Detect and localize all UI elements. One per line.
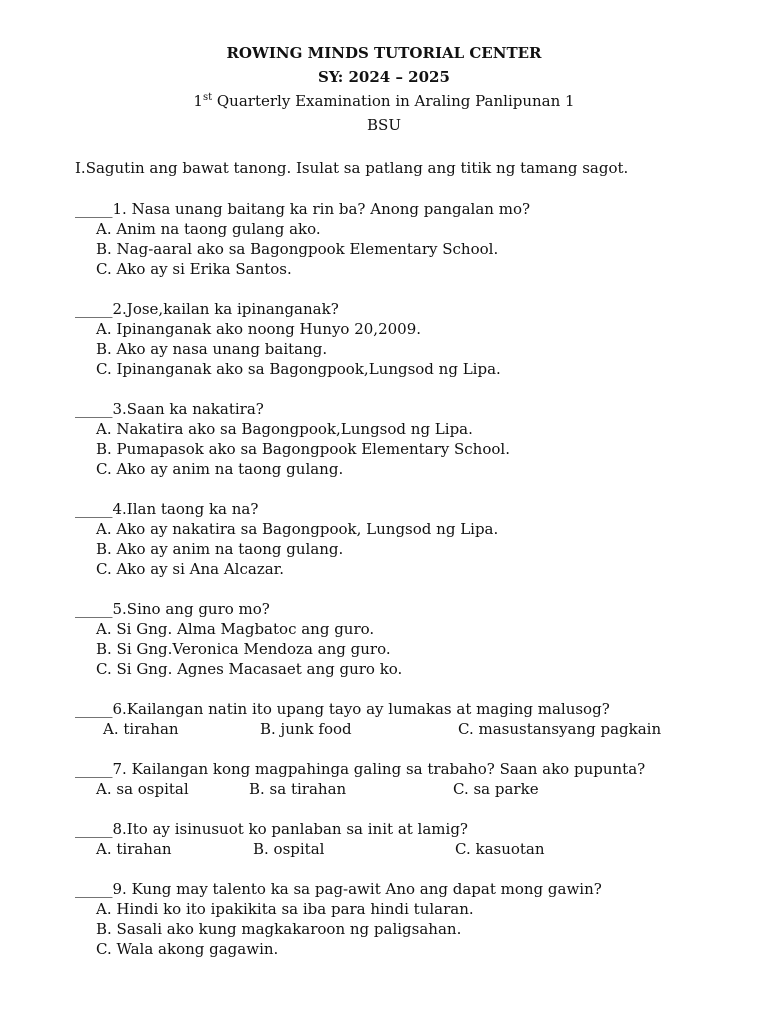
- choice-c: C. Ako ay si Ana Alcazar.: [96, 560, 284, 578]
- choice-b: B. Ako ay anim na taong gulang.: [96, 540, 344, 558]
- question-6: [75, 699, 755, 739]
- choice-list: [75, 219, 755, 279]
- question-stem: _____7. Kailangan kong magpahinga galing sa trabaho? Saan ako pupunta?: [75, 760, 646, 778]
- exam-title-text: Quarterly Examination in Araling Panlipunan 1: [212, 92, 575, 110]
- question-9: [75, 879, 755, 959]
- choice-list: [75, 419, 755, 479]
- choice-b: B. Sasali ako kung magkakaroon ng paligsahan.: [96, 920, 462, 938]
- question-8: [75, 819, 755, 859]
- choice-b: B. Nag-aaral ako sa Bagongpook Elementary School.: [96, 240, 499, 258]
- question-stem: _____5.Sino ang guro mo?: [75, 600, 270, 618]
- choice-a: A. Ipinanganak ako noong Hunyo 20,2009.: [96, 320, 422, 338]
- choice-b: B. junk food: [260, 720, 352, 738]
- exam-code: BSU: [367, 116, 401, 134]
- choice-c: C. Ako ay si Erika Santos.: [96, 260, 292, 278]
- question-stem: _____8.Ito ay isinusuot ko panlaban sa init at lamig?: [75, 820, 468, 838]
- choice-c: C. Wala akong gagawin.: [96, 940, 279, 958]
- choice-a: A. Ako ay nakatira sa Bagongpook, Lungsod ng Lipa.: [96, 520, 499, 538]
- question-3: [75, 399, 755, 479]
- choice-b: B. Pumapasok ako sa Bagongpook Elementary School.: [96, 440, 510, 458]
- choice-row: [75, 779, 755, 799]
- exam-ordinal: 1: [193, 92, 203, 110]
- choice-b: B. sa tirahan: [249, 780, 347, 798]
- choice-row: [75, 719, 755, 739]
- question-list: [75, 199, 755, 979]
- school-year: SY: 2024 – 2025: [318, 68, 450, 86]
- choice-a: A. Si Gng. Alma Magbatoc ang guro.: [96, 620, 375, 638]
- question-stem: _____2.Jose,kailan ka ipinanganak?: [75, 300, 339, 318]
- choice-b: B. Ako ay nasa unang baitang.: [96, 340, 328, 358]
- choice-a: A. tirahan: [103, 720, 179, 738]
- question-stem: _____9. Kung may talento ka sa pag-awit Ano ang dapat mong gawin?: [75, 880, 602, 898]
- choice-c: C. sa parke: [453, 780, 539, 798]
- instructions: I.Sagutin ang bawat tanong. Isulat sa patlang ang titik ng tamang sagot.: [75, 159, 629, 177]
- choice-a: A. Nakatira ako sa Bagongpook,Lungsod ng Lipa.: [96, 420, 473, 438]
- exam-header: [0, 41, 768, 137]
- choice-c: C. masustansyang pagkain: [458, 720, 662, 738]
- exam-ordinal-suffix: st: [202, 92, 213, 103]
- choice-a: A. Anim na taong gulang ako.: [96, 220, 321, 238]
- choice-list: [75, 519, 755, 579]
- question-stem: _____1. Nasa unang baitang ka rin ba? Anong pangalan mo?: [75, 200, 531, 218]
- choice-c: C. Si Gng. Agnes Macasaet ang guro ko.: [96, 660, 403, 678]
- question-1: [75, 199, 755, 279]
- question-stem: _____6.Kailangan natin ito upang tayo ay lumakas at maging malusog?: [75, 700, 610, 718]
- choice-c: C. kasuotan: [455, 840, 545, 858]
- choice-b: B. Si Gng.Veronica Mendoza ang guro.: [96, 640, 391, 658]
- choice-c: C. Ipinanganak ako sa Bagongpook,Lungsod ng Lipa.: [96, 360, 501, 378]
- question-5: [75, 599, 755, 679]
- choice-b: B. ospital: [253, 840, 325, 858]
- question-2: [75, 299, 755, 379]
- choice-a: A. tirahan: [96, 840, 172, 858]
- question-stem: _____3.Saan ka nakatira?: [75, 400, 264, 418]
- choice-a: A. sa ospital: [96, 780, 189, 798]
- choice-a: A. Hindi ko ito ipakikita sa iba para hindi tularan.: [96, 900, 474, 918]
- question-4: [75, 499, 755, 579]
- choice-row: [75, 839, 755, 859]
- exam-title: [0, 89, 768, 113]
- choice-list: [75, 619, 755, 679]
- choice-list: [75, 319, 755, 379]
- question-stem: _____4.Ilan taong ka na?: [75, 500, 259, 518]
- choice-c: C. Ako ay anim na taong gulang.: [96, 460, 344, 478]
- choice-list: [75, 899, 755, 959]
- school-name: ROWING MINDS TUTORIAL CENTER: [226, 44, 542, 62]
- question-7: [75, 759, 755, 799]
